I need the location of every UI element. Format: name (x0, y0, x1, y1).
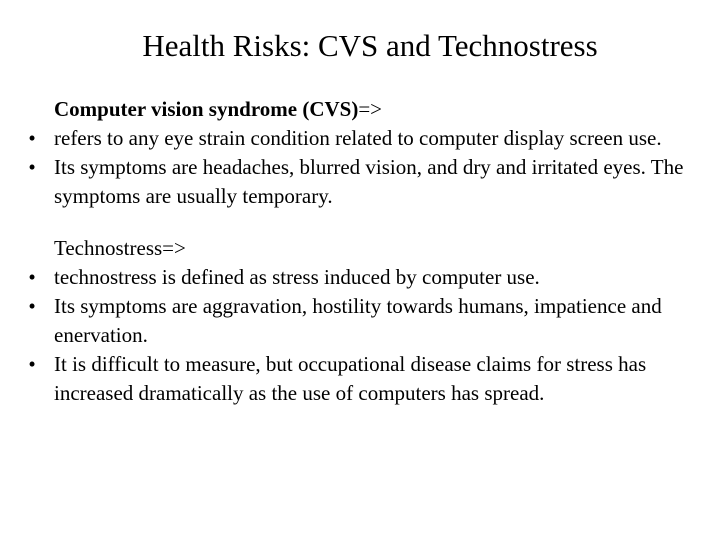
section-heading-strong: Technostress (54, 236, 163, 260)
bullet-dot-icon: • (28, 265, 36, 289)
bullet-item (25, 153, 695, 211)
section-heading (25, 234, 695, 263)
bullet-item (25, 124, 695, 153)
bullet-text: refers to any eye strain condition related to computer display screen use. (54, 126, 662, 150)
bullet-item (25, 292, 695, 350)
bullet-dot-icon: • (28, 352, 36, 376)
bullet-list (25, 263, 695, 408)
slide-content (25, 95, 695, 408)
bullet-text: technostress is defined as stress induced by computer use. (54, 265, 540, 289)
section-heading-arrow: => (162, 236, 186, 260)
slide-title: Health Risks: CVS and Technostress (142, 28, 598, 63)
bullet-dot-icon: • (28, 294, 36, 318)
section-cvs (25, 95, 695, 211)
bullet-list (25, 124, 695, 211)
bullet-dot-icon: • (28, 126, 36, 150)
bullet-dot-icon: • (28, 155, 36, 179)
section-heading-strong: Computer vision syndrome (CVS) (54, 97, 359, 121)
bullet-text: It is difficult to measure, but occupational disease claims for stress has increased dramatically as the use of computers has spread. (54, 352, 647, 405)
bullet-text: Its symptoms are aggravation, hostility towards humans, impatience and enervation. (54, 294, 662, 347)
section-technostress (25, 234, 695, 408)
bullet-item (25, 263, 695, 292)
section-heading-arrow: => (358, 97, 383, 121)
section-heading (25, 95, 695, 124)
bullet-text: Its symptoms are headaches, blurred vision, and dry and irritated eyes. The symptoms are usually temporary. (54, 155, 684, 208)
bullet-item (25, 350, 695, 408)
